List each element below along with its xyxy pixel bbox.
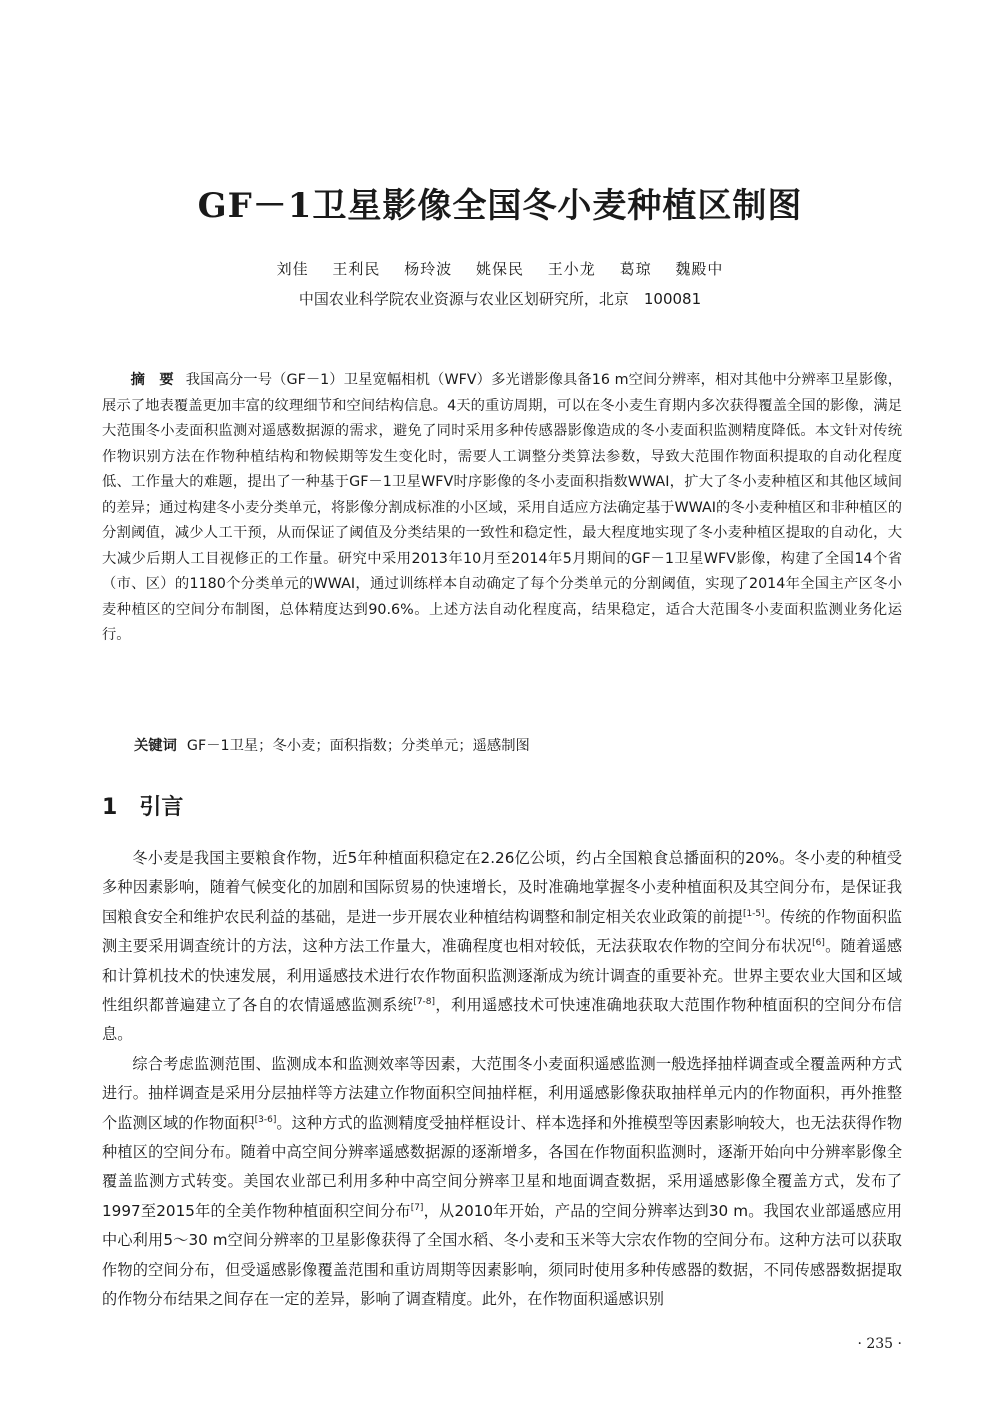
author: 王利民 xyxy=(332,260,381,278)
paragraph xyxy=(102,844,902,1050)
citation: [6] xyxy=(812,938,825,949)
text-run: ，利用遥感技术可快速准确地获取大范围作物种植面积的空间分布信息。 xyxy=(102,996,903,1044)
text-run: 。传统的作物面积监测主要采用调查统计的方法，这种方法工作量大，准确程度也相对较低，无法获取农作物的空间分布状况 xyxy=(102,907,903,956)
section-heading xyxy=(102,790,183,821)
author: 姚保民 xyxy=(475,260,524,278)
author: 葛琼 xyxy=(619,260,652,278)
paragraph xyxy=(102,1050,902,1315)
text-run: 综合考虑监测范围、监测成本和监测效率等因素，大范围冬小麦面积遥感监测一般选择抽样调查或全覆盖两种方式进行。抽样调查是采用分层抽样等方法建立作物面积空间抽样框，利用遥感影像获取抽样单元内的作物面积，再外推整个监测区域的作物面积 xyxy=(102,1054,902,1132)
body-text xyxy=(102,844,902,1315)
author: 杨玲波 xyxy=(404,260,453,278)
text-run: 。随着遥感和计算机技术的快速发展，利用遥感技术进行农作物面积监测逐渐成为统计调查的重要补充。世界主要农业大国和区域性组织都普遍建立了各自的农情遥感监测系统 xyxy=(102,937,903,1015)
text-run: ，从2010年开始，产品的空间分辨率达到30 m。我国农业部遥感应用中心利用5～30 m空间分辨率的卫星影像获得了全国水稻、冬小麦和玉米等大宗农作物的空间分布。这种方法可以获取作物的空间分布，但受遥感影像覆盖范围和重访周期等因素影响，须同时使用多种传感器的数据，不同传感器数据提取的作物分布结果之间存在一定的差异，影响了调查精度。此外，在作物面积遥感识别 xyxy=(102,1201,902,1309)
keywords xyxy=(134,734,904,759)
author-list xyxy=(0,258,1000,279)
abstract-label: 摘 要 xyxy=(130,372,174,388)
page-number: · 235 · xyxy=(857,1336,902,1352)
section-number: 1 xyxy=(102,795,118,820)
author: 魏殿中 xyxy=(675,260,724,278)
text-run: 冬小麦是我国主要粮食作物，近5年种植面积稳定在2.26亿公顷，约占全国粮食总播面积的20%。冬小麦的种植受多种因素影响，随着气候变化的加剧和国际贸易的快速增长，及时准确地掌握冬小麦种植面积及其空间分布，是保证我国粮食安全和维护农民利益的基础，是进一步开展农业种植结构调整和制定相关农业政策的前提 xyxy=(102,849,902,926)
keywords-text: GF－1卫星；冬小麦；面积指数；分类单元；遥感制图 xyxy=(186,738,530,754)
abstract-text: 我国高分一号（GF－1）卫星宽幅相机（WFV）多光谱影像具备16 m空间分辨率，相对其他中分辨率卫星影像，展示了地表覆盖更加丰富的纹理细节和空间结构信息。4天的重访周期，可以在冬小麦生育期内多次获得覆盖全国的影像，满足大范围冬小麦面积监测对遥感数据源的需求，避免了同时采用多种传感器影像造成的冬小麦面积监测精度降低。本文针对传统作物识别方法在作物种植结构和物候期等发生变化时，需要人工调整分类算法参数，导致大范围作物面积提取的自动化程度低、工作量大的难题，提出了一种基于GF－1卫星WFV时序影像的冬小麦面积指数WWAI，扩大了冬小麦种植区和其他区域间的差异；通过构建冬小麦分类单元，将影像分割成标准的小区域，采用自适应方法确定基于WWAI的冬小麦种植区和非种植区的分割阈值，减少人工干预，从而保证了阈值及分类结果的一致性和稳定性，最大程度地实现了冬小麦种植区提取的自动化，大大减少后期人工目视修正的工作量。研究中采用2013年10月至2014年5月期间的GF－1卫星WFV影像，构建了全国14个省（市、区）的1180个分类单元的WWAI，通过训练样本自动确定了每个分类单元的分割阈值，实现了2014年全国主产区冬小麦种植区的空间分布制图，总体精度达到90.6%。上述方法自动化程度高，结果稳定，适合大范围冬小麦面积监测业务化运行。 xyxy=(102,372,903,643)
keywords-label: 关键词 xyxy=(134,738,177,754)
abstract xyxy=(102,368,902,649)
author: 刘佳 xyxy=(276,260,309,278)
section-title: 引言 xyxy=(139,795,184,820)
citation: [3-6] xyxy=(254,1114,277,1125)
author: 王小龙 xyxy=(547,260,596,278)
citation: [7-8] xyxy=(413,996,436,1007)
citation: [1-5] xyxy=(742,908,765,919)
affiliation: 中国农业科学院农业资源与农业区划研究所，北京 100081 xyxy=(298,290,702,308)
text-run: 。这种方式的监测精度受抽样框设计、样本选择和外推模型等因素影响较大，也无法获得作物种植区的空间分布。随着中高空间分辨率遥感数据源的逐渐增多，各国在作物面积监测时，逐渐开始向中分辨率影像全覆盖监测方式转变。美国农业部已利用多种中高空间分辨率卫星和地面调查数据，采用遥感影像全覆盖方式，发布了1997至2015年的全美作物种植面积空间分布 xyxy=(102,1113,903,1220)
paper-title: GF－1卫星影像全国冬小麦种植区制图 xyxy=(197,186,803,226)
citation: [7] xyxy=(410,1202,424,1213)
